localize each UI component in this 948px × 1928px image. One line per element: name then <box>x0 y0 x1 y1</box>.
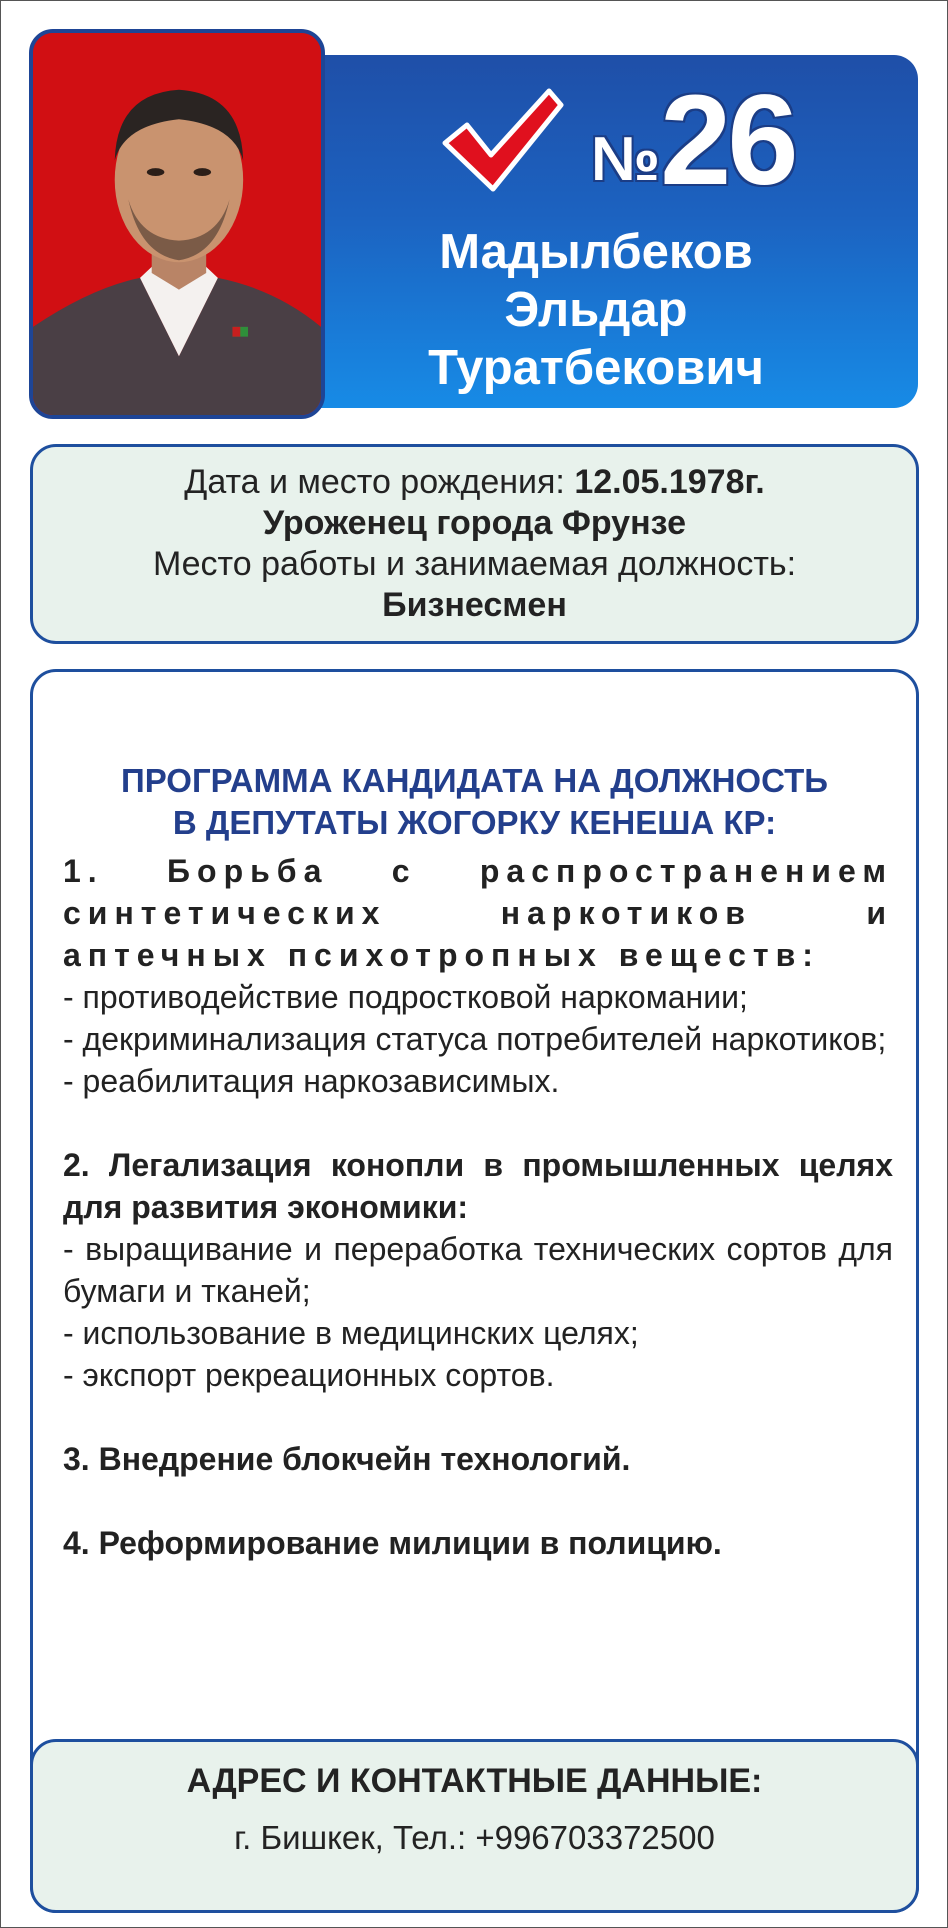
work-label: Место работы и занимаемая должность: <box>152 545 797 583</box>
birthplace: Уроженец города Фрунзе <box>263 504 686 542</box>
birth-label: Дата и место рождения: <box>184 463 575 501</box>
candidate-name <box>331 223 861 397</box>
program-panel <box>30 669 919 1913</box>
number-digits: 26 <box>660 69 795 212</box>
candidate-number <box>591 69 795 212</box>
program-title-line: В ДЕПУТАТЫ ЖОГОРКУ КЕНЕША КР: <box>172 804 777 841</box>
program-point-item: - выращивание и переработка технических сортов для бумаги и тканей; <box>63 1231 893 1309</box>
program-point-item: - экспорт рекреационных сортов. <box>63 1357 555 1393</box>
name-first: Эльдар <box>504 283 688 337</box>
birth-date: 12.05.1978г. <box>574 463 765 501</box>
program-body <box>63 850 893 1564</box>
program-point-heading: 1. Борьба с распространением синтетических наркотиков и аптечных психотропных веществ: <box>63 853 893 973</box>
program-point-item: - противодействие подростковой наркомании; <box>63 979 748 1015</box>
contacts-panel <box>30 1739 919 1913</box>
program-title-line: ПРОГРАММА КАНДИДАТА НА ДОЛЖНОСТЬ <box>121 762 828 799</box>
program-point-heading: 2. Легализация конопли в промышленных целях для развития экономики: <box>63 1147 893 1225</box>
contacts-title: АДРЕС И КОНТАКТНЫЕ ДАННЫЕ: <box>186 1762 763 1800</box>
program-title <box>33 760 916 844</box>
birth-line <box>33 462 916 503</box>
program-point-item: - декриминализация статуса потребителей наркотиков; <box>63 1021 887 1057</box>
check-mark-icon <box>441 85 565 197</box>
candidate-photo <box>29 29 325 419</box>
program-point-item: - реабилитация наркозависимых. <box>63 1063 560 1099</box>
contacts-text: г. Бишкек, Тел.: +996703372500 <box>234 1819 715 1856</box>
number-sign: № <box>591 125 661 194</box>
name-patronymic: Туратбекович <box>428 341 764 395</box>
program-point-heading: 4. Реформирование милиции в полицию. <box>63 1525 722 1561</box>
info-panel <box>30 444 919 644</box>
program-point-heading: 3. Внедрение блокчейн технологий. <box>63 1441 631 1477</box>
position: Бизнесмен <box>382 586 567 624</box>
name-last: Мадылбеков <box>439 225 753 279</box>
program-point-item: - использование в медицинских целях; <box>63 1315 639 1351</box>
